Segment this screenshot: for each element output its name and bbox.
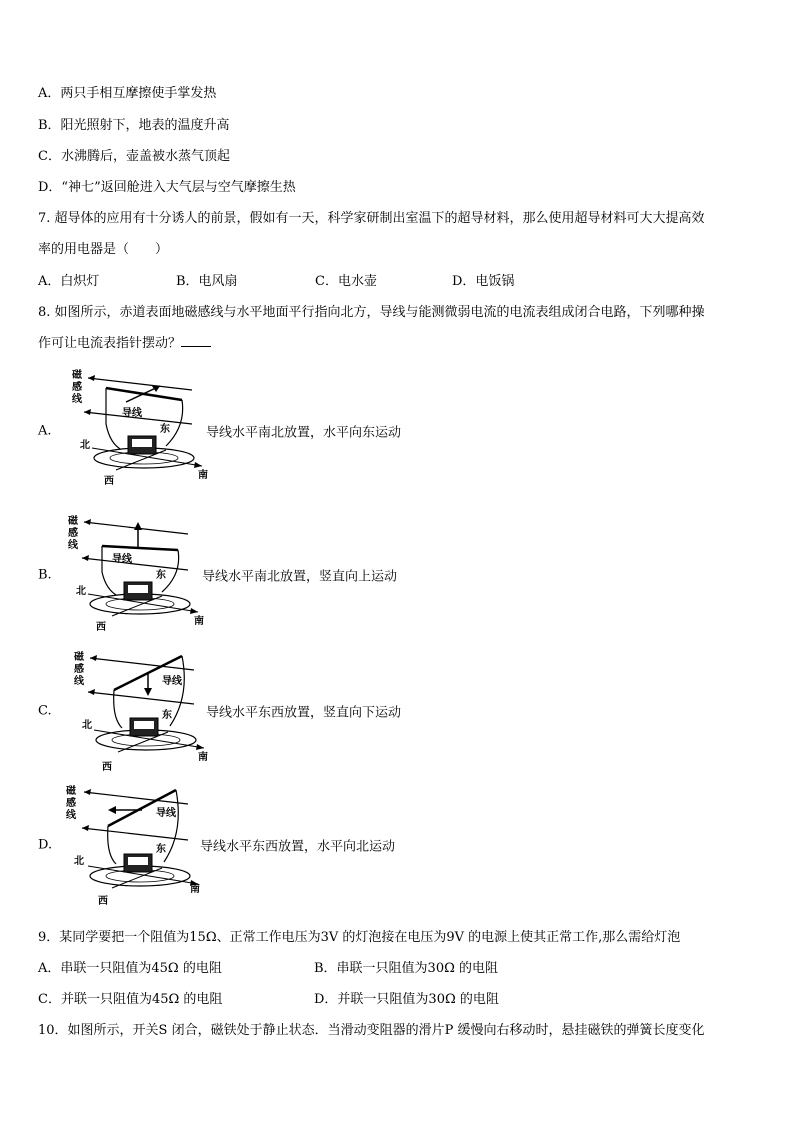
option-letter: B. [38, 567, 52, 583]
figure-d-diagram [62, 780, 212, 908]
north-label: 北 [74, 856, 84, 867]
field-label-1: 磁 [72, 370, 82, 381]
east-label: 东 [156, 570, 166, 581]
north-label: 北 [76, 586, 86, 597]
q8-option-b-text: 导线水平南北放置，竖直向上运动 [202, 569, 398, 585]
south-label: 南 [198, 470, 208, 481]
option-letter: C. [38, 703, 52, 719]
field-label-3: 线 [66, 810, 76, 821]
q8-option-b [38, 510, 758, 640]
q9-stem: 9．某同学要把一个阻值为15Ω、正常工作电压为3V 的灯泡接在电压为9V 的电源上使其正常工作,那么需给灯泡 [38, 930, 681, 945]
field-label-3: 线 [68, 540, 78, 551]
wire-label: 导线 [112, 554, 132, 565]
q8-option-a-text: 导线水平南北放置，水平向东运动 [206, 425, 402, 441]
west-label: 西 [98, 896, 108, 907]
q6-option-c: C．水沸腾后，壶盖被水蒸气顶起 [38, 149, 230, 164]
q8-option-a [38, 366, 758, 496]
wire-label: 导线 [156, 808, 176, 819]
q7-option-c: C．电水壶 [315, 274, 377, 289]
q7-stem-line2: 率的用电器是（ ） [38, 242, 169, 257]
field-label-1: 磁 [74, 652, 84, 663]
south-label: 南 [190, 884, 200, 895]
q9-options-row2 [38, 988, 758, 1008]
q9-option-a: A．串联一只阻值为45Ω 的电阻 [38, 961, 222, 976]
q7-option-d: D．电饭锅 [452, 274, 515, 289]
q8-stem-line2 [38, 332, 211, 351]
answer-blank [181, 334, 211, 347]
field-label-1: 磁 [66, 786, 76, 797]
field-label-2: 感 [74, 664, 84, 675]
option-letter: A. [38, 423, 52, 439]
south-label: 南 [194, 616, 204, 627]
wire-label: 导线 [162, 676, 182, 687]
q8-option-d [38, 780, 758, 910]
q8-option-d-text: 导线水平东西放置，水平向北运动 [200, 839, 396, 855]
figure-c-diagram [62, 646, 212, 774]
east-label: 东 [160, 424, 170, 435]
east-label: 东 [162, 710, 172, 721]
wire-label: 导线 [122, 408, 142, 419]
q8-stem-text: 作可让电流表指针摆动？ [38, 336, 182, 351]
field-label-2: 感 [66, 798, 76, 809]
field-label-2: 感 [72, 382, 82, 393]
q6-option-d: D．“神七”返回舱进入大气层与空气摩擦生热 [38, 180, 296, 195]
q9-option-d: D．并联一只阻值为30Ω 的电阻 [314, 992, 499, 1007]
q10-stem: 10．如图所示，开关S 闭合，磁铁处于静止状态．当滑动变阻器的滑片P 缓慢向右移动时，悬挂磁铁的弹簧长度变化 [38, 1023, 705, 1038]
q8-option-c-text: 导线水平东西放置，竖直向下运动 [206, 705, 402, 721]
field-label-3: 线 [72, 394, 82, 405]
east-label: 东 [156, 844, 166, 855]
figure-b-diagram [62, 510, 212, 638]
q7-options [38, 270, 758, 290]
figure-a-diagram [62, 366, 212, 494]
q9-options-row1 [38, 957, 758, 977]
q9-option-c: C．并联一只阻值为45Ω 的电阻 [38, 992, 223, 1007]
q6-option-b: B．阳光照射下，地表的温度升高 [38, 118, 230, 133]
q7-stem-line1: 7. 超导体的应用有十分诱人的前景，假如有一天，科学家研制出室温下的超导材料，那么使用超导材料可大大提高效 [38, 211, 705, 226]
south-label: 南 [198, 752, 208, 763]
west-label: 西 [102, 762, 112, 773]
q6-option-a: A．两只手相互摩擦使手掌发热 [38, 86, 217, 101]
q9-option-b: B．串联一只阻值为30Ω 的电阻 [314, 961, 499, 976]
q8-option-c [38, 646, 758, 776]
north-label: 北 [82, 720, 92, 731]
q7-option-a: A．白炽灯 [38, 274, 100, 289]
field-label-1: 磁 [68, 516, 78, 527]
west-label: 西 [96, 622, 106, 633]
north-label: 北 [80, 440, 90, 451]
field-label-2: 感 [68, 528, 78, 539]
q8-stem-line1: 8. 如图所示，赤道表面地磁感线与水平地面平行指向北方，导线与能测微弱电流的电流表组成闭合电路，下列哪种操 [38, 305, 705, 320]
west-label: 西 [104, 476, 114, 487]
q7-option-b: B．电风扇 [176, 274, 238, 289]
field-label-3: 线 [74, 676, 84, 687]
option-letter: D. [38, 837, 53, 853]
